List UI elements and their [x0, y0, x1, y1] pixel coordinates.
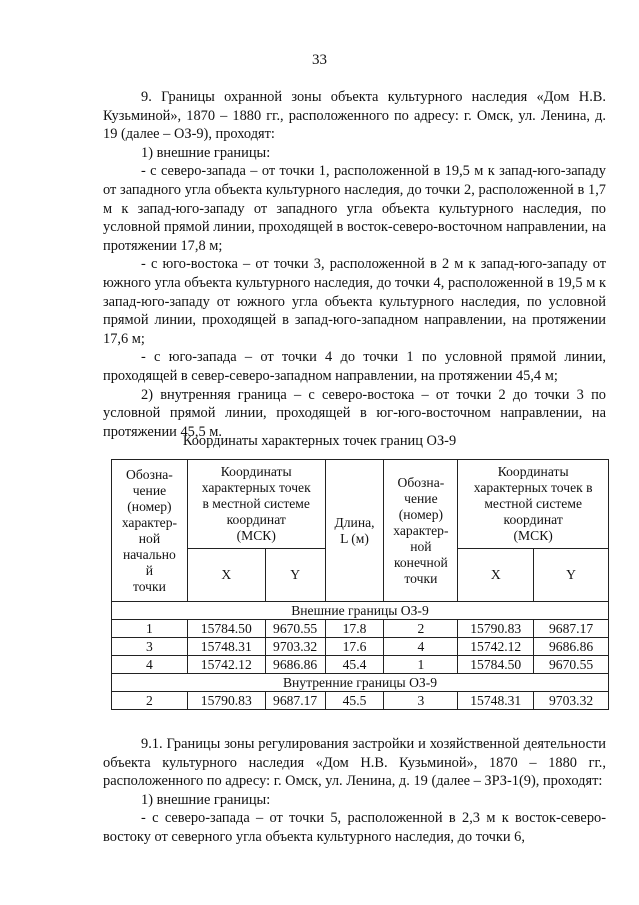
table-cell: 1 — [384, 656, 458, 674]
header-end-point: Обозна- чение (номер) характер- ной конечной точки — [384, 460, 458, 602]
table-row — [112, 638, 609, 656]
table-cell: 45.4 — [325, 656, 384, 674]
table-row — [112, 692, 609, 710]
table-cell: 2 — [112, 692, 188, 710]
table-cell: 1 — [112, 620, 188, 638]
paragraph: - с северо-запада – от точки 1, расположенной в 19,5 м к запад-юго-западу от западного угла объекта культурного наследия, до точки 2, расположенной в 1,7 м к запад-юго-западу от западного угла объекта культурного наследия, по условной прямой линии, проходящей в восток-северо-восточном направлении, на протяжении 17,8 м; — [103, 163, 606, 254]
table-cell: 15742.12 — [458, 638, 534, 656]
header-y: Y — [265, 549, 325, 602]
table-cell: 15790.83 — [458, 620, 534, 638]
table-cell: 9686.86 — [534, 638, 609, 656]
table-cell: 9703.32 — [265, 638, 325, 656]
paragraph: - с юго-востока – от точки 3, расположенной в 2 м к запад-юго-западу от южного угла объекта культурного наследия, до точки 4, расположенной в 19,5 м к запад-юго-западу от южного угла объекта культурного наследия, по условной прямой линии, проходящей в запад-юго-западном направлении, на протяжении 17,6 м; — [103, 256, 606, 347]
table-cell: 4 — [112, 656, 188, 674]
table-cell: 4 — [384, 638, 458, 656]
section-label-outer: Внешние границы ОЗ-9 — [112, 602, 609, 620]
table-cell: 17.8 — [325, 620, 384, 638]
section-9-1-text — [103, 735, 606, 847]
paragraph: - с юго-запада – от точки 4 до точки 1 по условной прямой линии, проходящей в север-северо-западном направлении, на протяжении 45,4 м; — [103, 349, 606, 384]
paragraph: 9.1. Границы зоны регулирования застройки и хозяйственной деятельности объекта культурного наследия «Дом Н.В. Кузьминой», 1870 – 1880 гг., расположенного по адресу: г. Омск, ул. Ленина, д. 19 (далее – ЗРЗ-1(9), проходят: — [103, 736, 606, 790]
section-label-inner: Внутренние границы ОЗ-9 — [112, 674, 609, 692]
header-x: X — [187, 549, 265, 602]
table-cell: 9686.86 — [265, 656, 325, 674]
paragraph: 2) внутренняя граница – с северо-востока – от точки 2 до точки 3 по условной прямой линии, проходящей в юг-юго-восточном направлении, на протяжении 45,5 м. — [103, 386, 606, 440]
table-caption: Координаты характерных точек границ ОЗ-9 — [182, 433, 457, 449]
table-cell: 2 — [384, 620, 458, 638]
table-cell: 45.5 — [325, 692, 384, 710]
table-row — [112, 656, 609, 674]
table-cell: 9703.32 — [534, 692, 609, 710]
header-y: Y — [534, 549, 609, 602]
header-coords-end: Координаты характерных точек в местной системе координат (МСК) — [458, 460, 609, 549]
table-cell: 15784.50 — [458, 656, 534, 674]
header-x: X — [458, 549, 534, 602]
table-row — [112, 620, 609, 638]
table-cell: 17.6 — [325, 638, 384, 656]
header-coords-start: Координаты характерных точек в местной системе координат (МСК) — [187, 460, 325, 549]
table-cell: 15748.31 — [458, 692, 534, 710]
paragraph: 1) внешние границы: — [141, 144, 271, 161]
table-cell: 9670.55 — [265, 620, 325, 638]
table-cell: 9687.17 — [265, 692, 325, 710]
table-cell: 15784.50 — [187, 620, 265, 638]
table-cell: 15742.12 — [187, 656, 265, 674]
paragraph: 9. Границы охранной зоны объекта культурного наследия «Дом Н.В. Кузьминой», 1870 – 1880 гг., расположенного по адресу: г. Омск, ул. Ленина, д. 19 (далее – ОЗ-9), проходят: — [103, 89, 606, 143]
header-start-point: Обозна- чение (номер) характер- ной начально й точки — [112, 460, 188, 602]
header-length: Длина, L (м) — [325, 460, 384, 602]
table-cell: 15790.83 — [187, 692, 265, 710]
table-cell: 9670.55 — [534, 656, 609, 674]
table-cell: 3 — [112, 638, 188, 656]
coordinates-table — [111, 459, 609, 710]
paragraph: - с северо-запада – от точки 5, расположенной в 2,3 м к восток-северо-востоку от северного угла объекта культурного наследия, до точки 6, — [103, 810, 606, 845]
table-cell: 15748.31 — [187, 638, 265, 656]
paragraph: 1) внешние границы: — [141, 791, 271, 808]
section-9-text — [103, 88, 606, 441]
table-cell: 9687.17 — [534, 620, 609, 638]
table-cell: 3 — [384, 692, 458, 710]
page-number: 33 — [312, 52, 327, 68]
